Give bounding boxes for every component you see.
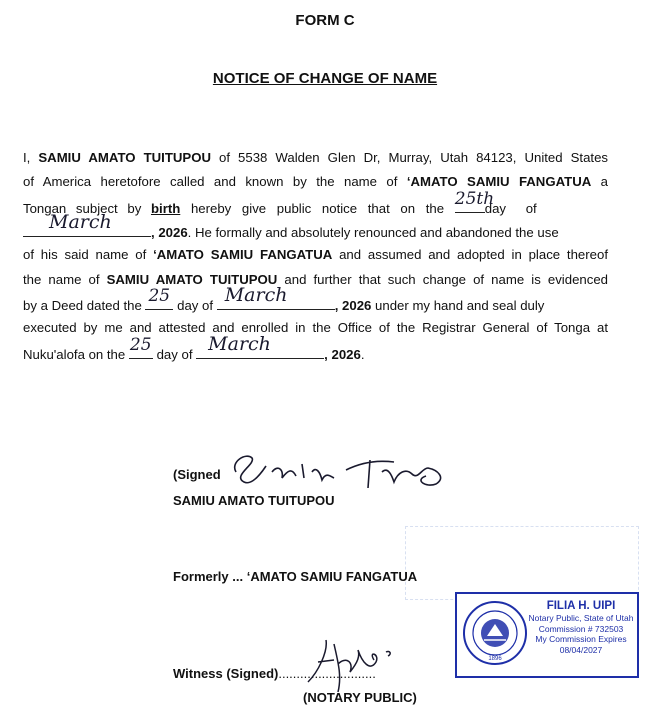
text: a [591, 174, 609, 189]
body-line-9 [23, 333, 608, 362]
new-name: SAMIU AMATO TUITUPOU [106, 272, 278, 287]
notary-title: Notary Public, State of Utah [528, 613, 634, 623]
notice-heading: NOTICE OF CHANGE OF NAME [212, 70, 438, 87]
body-line-7 [23, 284, 608, 313]
notary-commission: Commission # 732503 [538, 623, 624, 634]
text: of America heretofore called and known by the name of [23, 174, 407, 189]
witness-dots: ........................... [278, 666, 376, 681]
text: day of [152, 347, 197, 362]
text: Tongan subject by [23, 201, 151, 216]
notary-public-label: (NOTARY PUBLIC) [303, 690, 417, 705]
notary-expires-label: My Commission Expires [535, 634, 627, 644]
text: and further that such change of name is evidenced [277, 272, 609, 287]
seal-year: 1896 [488, 656, 502, 662]
formerly-line [173, 569, 417, 584]
handwritten-day: 25 [148, 286, 171, 306]
text: hereby give public notice that on the [180, 201, 455, 216]
formerly-name: ‘AMATO SAMIU FANGATUA [246, 569, 418, 584]
notary-stamp [455, 592, 639, 678]
body-line-1 [23, 150, 608, 165]
enrol-day-blank [129, 335, 153, 359]
body-line-4 [23, 211, 608, 240]
handwritten-month: March [208, 333, 271, 355]
text: Nuku'alofa on the [23, 347, 129, 362]
year: , 2026 [324, 347, 361, 362]
text: day of [173, 298, 217, 313]
notary-text-block [527, 599, 635, 655]
handwritten-month: March [49, 211, 112, 233]
former-name: ‘AMATO SAMIU FANGATUA [153, 247, 333, 262]
handwritten-month: March [224, 284, 288, 306]
text: by a Deed dated the [23, 298, 146, 313]
text: the name of [23, 272, 107, 287]
former-name: ‘AMATO SAMIU FANGATUA [406, 174, 592, 189]
text: day of [484, 201, 537, 216]
body-line-2 [23, 174, 608, 189]
notary-name: FILIA H. UIPI [546, 600, 616, 612]
address-text: of 5538 Walden Glen Dr, Murray, Utah 84123, United States [210, 150, 609, 165]
signed-label: (Signed [173, 467, 221, 482]
faded-stamp-imprint [405, 526, 639, 600]
day-blank [454, 189, 495, 213]
birth-word: birth [150, 201, 181, 216]
month-blank [23, 211, 151, 237]
applicant-signature-icon [222, 442, 462, 494]
signed-name: SAMIU AMATO TUITUPOU [173, 493, 335, 508]
deed-day-blank [145, 286, 173, 310]
body-line-8 [23, 320, 608, 335]
new-name: SAMIU AMATO TUITUPOU [38, 150, 211, 165]
notary-expires-date: 08/04/2027 [559, 644, 603, 655]
text: . He formally and absolutely renounced and abandoned the use [187, 225, 559, 240]
handwritten-day: 25th [454, 189, 495, 209]
year: , 2026 [334, 298, 372, 313]
body-line-6 [23, 272, 608, 287]
form-title: FORM C [295, 12, 355, 29]
text: . [360, 347, 365, 362]
utah-seal-icon [462, 600, 528, 666]
deed-month-blank [217, 284, 335, 310]
year: , 2026 [151, 225, 188, 240]
text: under my hand and seal duly [371, 298, 545, 313]
text: executed by me and attested and enrolled in the Office of the Registrar General of Tonga at [23, 320, 608, 335]
text: I, [23, 150, 39, 165]
handwritten-day: 25 [129, 335, 152, 355]
formerly-label: Formerly ... [173, 569, 247, 584]
body-line-5 [23, 247, 608, 262]
enrol-month-blank [196, 333, 324, 359]
witness-label: Witness (Signed) [173, 666, 279, 681]
text: of his said name of [23, 247, 154, 262]
text: and assumed and adopted in place thereof [332, 247, 608, 262]
